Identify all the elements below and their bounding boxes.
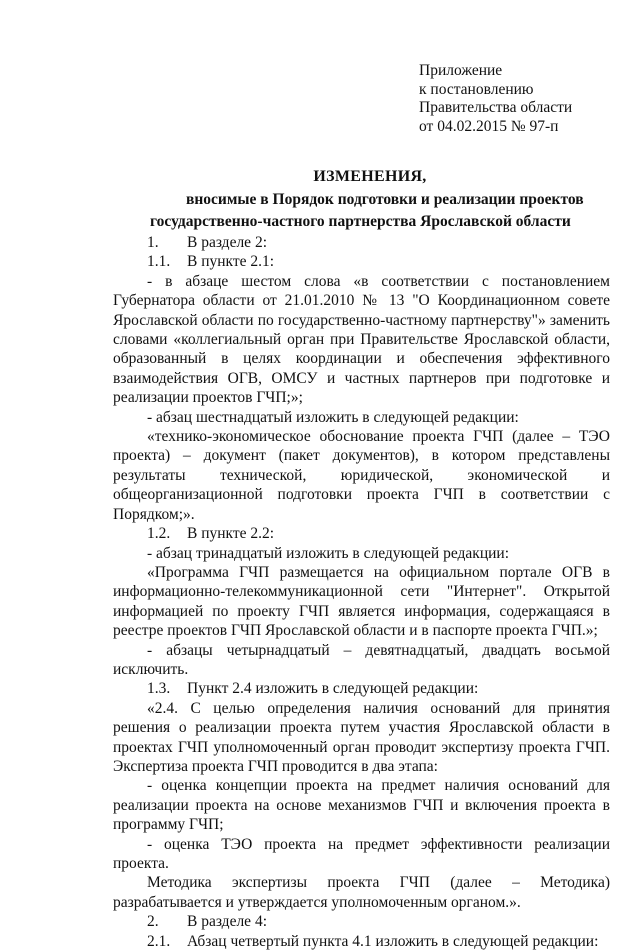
paragraph-1: - в абзаце шестом слова «в соответствии с постановлением Губернатора области от 21.01.2010 № 13 "О Координационном совете Ярославской области по государственно-частному партнерству"» заменить словами «коллегиальный орган при Правительстве Ярославской области, образованный в целях координации и обеспечения эффективного взаимодействия ОГВ, ОМСУ и частных партнеров при подготовке и реализации проектов ГЧП;»;	[113, 272, 610, 407]
attachment-note	[419, 62, 572, 136]
section-number: 1.	[147, 234, 159, 251]
section-text: В разделе 2:	[187, 234, 267, 251]
paragraph-8: - оценка концепции проекта на предмет наличия оснований для реализации проекта на основе механизмов ГЧП и включения проекта в программу ГЧП;	[113, 777, 610, 834]
title-subtitle-line-1: вносимые в Порядок подготовки и реализации проектов	[186, 191, 584, 208]
subsection-1-2-heading	[113, 524, 610, 543]
paragraph-7: «2.4. С целью определения наличия оснований для принятия решения о реализации проекта путем участия Ярославской области в проектах ГЧП уполномоченный орган проводит экспертизу проекта ГЧП. Экспертиза проекта ГЧП проводится в два этапа:	[113, 699, 610, 775]
attachment-line-2: к постановлению	[419, 80, 534, 98]
paragraph-9: - оценка ТЭО проекта на предмет эффективности реализации проекта.	[113, 835, 610, 872]
document-title	[0, 167, 640, 233]
subsection-number: 1.3.	[147, 680, 171, 698]
subsection-1-3-heading	[113, 679, 610, 698]
attachment-line-3: Правительства области	[419, 99, 573, 116]
document-body	[113, 233, 610, 951]
subsection-text: В пункте 2.1:	[187, 253, 275, 271]
attachment-line-1: Приложение	[419, 62, 503, 79]
section-2-heading	[113, 912, 610, 931]
attachment-line-4: от 04.02.2015 № 97-п	[419, 117, 559, 135]
section-1-heading	[113, 233, 610, 252]
subsection-number: 2.1.	[147, 932, 171, 950]
paragraph-4: - абзац тринадцатый изложить в следующей редакции:	[147, 544, 510, 562]
title-main: ИЗМЕНЕНИЯ,	[313, 168, 427, 185]
paragraph-10: Методика экспертизы проекта ГЧП (далее – Методика) разрабатывается и утверждается уполномоченным органом.».	[113, 874, 610, 911]
subsection-1-1-heading	[113, 252, 610, 271]
subsection-text: Пункт 2.4 изложить в следующей редакции:	[187, 680, 479, 698]
subsection-number: 1.2.	[147, 525, 171, 543]
section-text: В разделе 4:	[187, 913, 267, 931]
section-number: 2.	[147, 913, 159, 931]
paragraph-5: «Программа ГЧП размещается на официальном портале ОГВ в информационно-телекоммуникационной сети "Интернет". Открытой информацией по проекту ГЧП является информация, содержащаяся в реестре проектов ГЧП Ярославской области и в паспорте проекта ГЧП.»;	[113, 563, 610, 640]
subsection-text: В пункте 2.2:	[187, 525, 275, 543]
paragraph-6: - абзацы четырнадцатый – девятнадцатый, двадцать восьмой исключить.	[113, 641, 610, 678]
subsection-number: 1.1.	[147, 253, 171, 271]
title-subtitle-line-2: государственно-частного партнерства Ярославской области	[150, 213, 571, 230]
subsection-text: Абзац четвертый пункта 4.1 изложить в следующей редакции:	[187, 932, 599, 950]
paragraph-3: «технико-экономическое обоснование проекта ГЧП (далее – ТЭО проекта) – документ (пакет документов), в котором представлены результаты технической, юридической, экономической и общеорганизационной подготовки проекта ГЧП в соответствии с Порядком;».	[113, 428, 610, 523]
subsection-2-1-heading	[113, 932, 610, 951]
paragraph-2: - абзац шестнадцатый изложить в следующей редакции:	[147, 408, 519, 426]
